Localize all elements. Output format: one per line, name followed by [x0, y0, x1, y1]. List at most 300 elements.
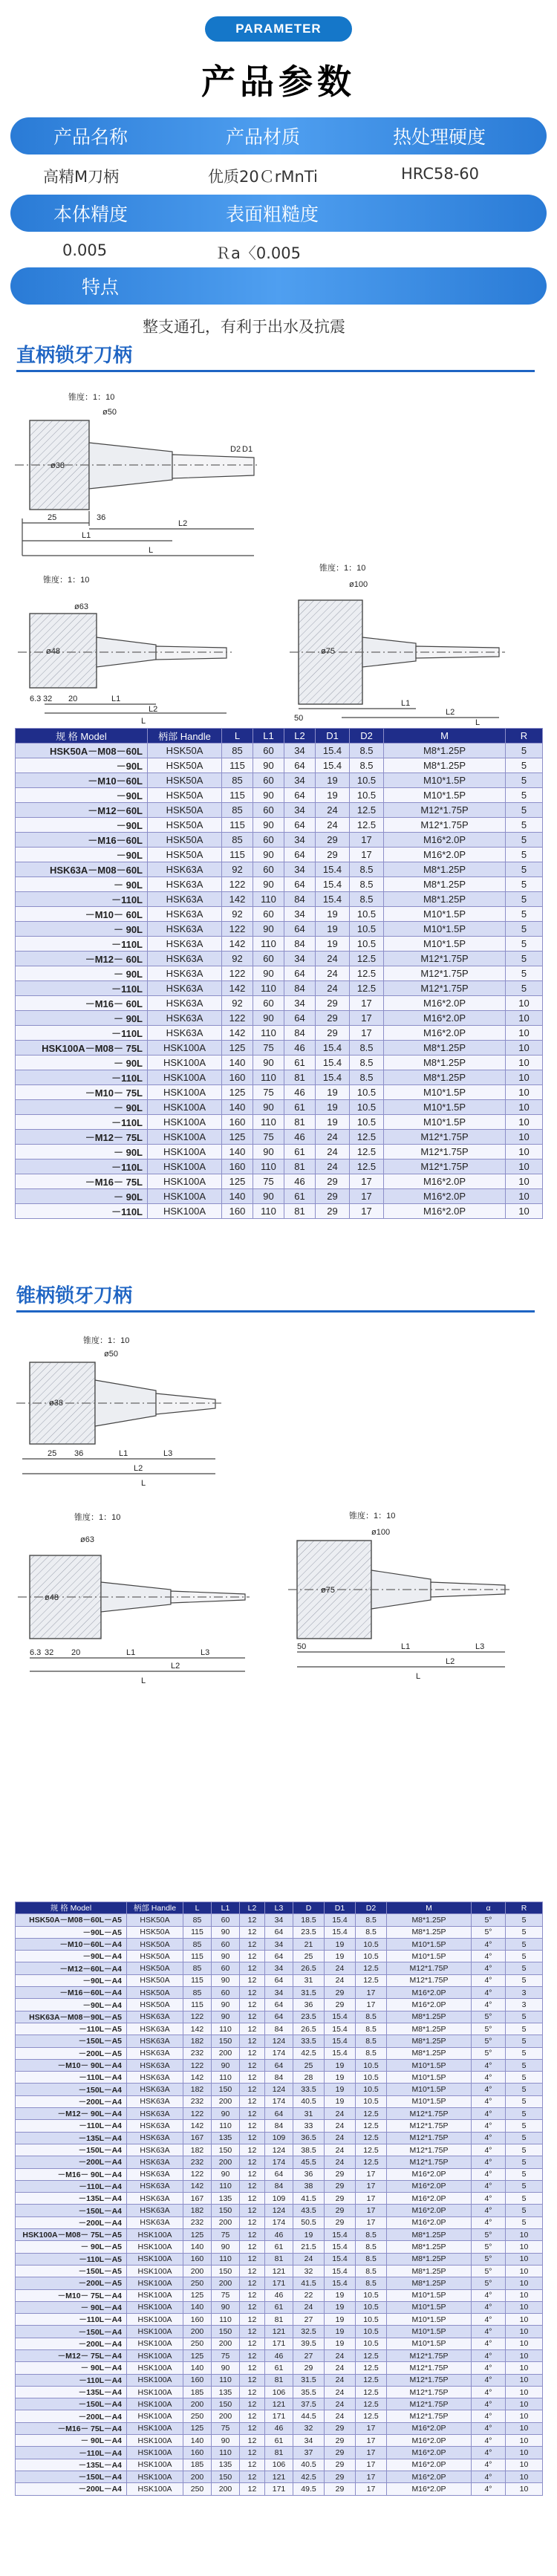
label-material: 产品材质	[226, 126, 301, 148]
table-cell: 46	[284, 1085, 316, 1100]
table-header-row	[16, 729, 543, 744]
table-cell: 115	[222, 848, 253, 862]
table-cell: 171	[265, 2338, 293, 2349]
taper2-label-2: 锥度：1：10	[74, 1513, 121, 1522]
table-cell: 29	[316, 848, 350, 862]
table-row	[16, 862, 543, 877]
taper2-dim-l2-b: L2	[171, 1662, 180, 1671]
table-cell: 121	[265, 2471, 293, 2482]
table-cell: 84	[265, 2072, 293, 2084]
table-cell: 21.5	[293, 2241, 325, 2253]
table-cell: 33.5	[293, 2084, 325, 2095]
table-row	[16, 1115, 543, 1130]
model-cell: HSK100A－M08－ 75L	[16, 1041, 148, 1056]
table-cell: 12.5	[356, 2410, 387, 2422]
table-cell: 15.4	[325, 1926, 356, 1938]
table-cell: 12	[240, 2168, 265, 2180]
table-cell: 39.5	[293, 2338, 325, 2349]
table-cell: HSK100A	[148, 1100, 222, 1115]
table-cell: M8*1.25P	[387, 1926, 472, 1938]
table-row	[16, 744, 543, 758]
table-row	[16, 2374, 543, 2386]
table-cell: 4°	[472, 2180, 506, 2192]
table-cell: 125	[222, 1130, 253, 1145]
table-cell: 12	[240, 2132, 265, 2144]
table-cell: 12	[240, 2047, 265, 2059]
table-cell: M16*2.0P	[387, 2435, 472, 2447]
model-cell: －M16－ 60L	[16, 996, 148, 1011]
table-cell: M8*1.25P	[387, 2011, 472, 2023]
table-cell: 125	[183, 2289, 212, 2301]
table-cell: 12	[240, 2362, 265, 2374]
table-cell: 75	[253, 1174, 284, 1189]
table-header-cell: L	[222, 729, 253, 744]
table-cell: 4°	[472, 2398, 506, 2410]
table-cell: 19	[325, 2289, 356, 2301]
dim-l1: L1	[82, 531, 91, 540]
model-cell: －150L－A4	[16, 2326, 127, 2338]
table-cell: 29	[325, 2459, 356, 2471]
table-cell: 12.5	[356, 2132, 387, 2144]
table-cell: 5	[506, 803, 543, 818]
table-cell: 32	[293, 2265, 325, 2277]
table-cell: HSK63A	[127, 2180, 183, 2192]
model-cell: －M12－60L	[16, 803, 148, 818]
table-cell: HSK63A	[127, 2023, 183, 2035]
model-cell: － 90L	[16, 1189, 148, 1204]
table-cell: M10*1.5P	[387, 2059, 472, 2071]
table-cell: 60	[253, 744, 284, 758]
table-cell: 61	[265, 2301, 293, 2313]
table-cell: 12.5	[350, 803, 384, 818]
table-cell: 3	[506, 1987, 543, 1999]
table-row	[16, 937, 543, 952]
table-cell: 122	[183, 2059, 212, 2071]
table-cell: 29	[316, 996, 350, 1011]
table-cell: 60	[212, 1938, 240, 1950]
taper2-label-1: 锥度：1：10	[83, 1336, 130, 1345]
table-cell: 8.5	[356, 2265, 387, 2277]
table-row	[16, 2314, 543, 2326]
table-header-row	[16, 1902, 543, 1914]
table-cell: 90	[212, 2059, 240, 2071]
table-cell: M10*1.5P	[387, 2084, 472, 2095]
table-cell: 19	[325, 2084, 356, 2095]
table-cell: 29	[316, 833, 350, 848]
table-cell: HSK100A	[127, 2253, 183, 2265]
model-cell: － 90L－A4	[16, 2301, 127, 2313]
table-cell: M10*1.5P	[384, 1115, 506, 1130]
model-cell: －150L－A5	[16, 2035, 127, 2047]
table-cell: 12	[240, 2059, 265, 2071]
table-cell: 34	[284, 952, 316, 966]
table-cell: HSK100A	[127, 2435, 183, 2447]
table-cell: 12.5	[356, 2386, 387, 2398]
table-row	[16, 1085, 543, 1100]
table-header-cell: R	[506, 729, 543, 744]
table-cell: 17	[356, 2180, 387, 2192]
table-cell: 12	[240, 2156, 265, 2168]
table-cell: 90	[253, 758, 284, 773]
table-cell: 8.5	[350, 758, 384, 773]
table-cell: 142	[222, 981, 253, 996]
table-cell: 8.5	[350, 862, 384, 877]
table-cell: 12	[240, 2301, 265, 2313]
table-row	[16, 2301, 543, 2313]
table-cell: 150	[212, 2326, 240, 2338]
table-cell: 8.5	[356, 2253, 387, 2265]
table-cell: HSK50A	[127, 1938, 183, 1950]
table-cell: 115	[183, 1999, 212, 2011]
table-cell: HSK63A	[127, 2084, 183, 2095]
table-row	[16, 1026, 543, 1041]
table-cell: 12	[240, 2108, 265, 2120]
table-cell: 4°	[472, 2374, 506, 2386]
table-cell: 81	[265, 2314, 293, 2326]
table-cell: 8.5	[356, 1914, 387, 1926]
table-cell: 160	[222, 1115, 253, 1130]
table-cell: 115	[183, 1926, 212, 1938]
table-cell: 124	[265, 2205, 293, 2216]
taper2-dim-l1-c: L1	[401, 1642, 411, 1651]
table-cell: 64	[284, 1011, 316, 1026]
table-cell: HSK100A	[148, 1204, 222, 1219]
table-cell: 4°	[472, 2362, 506, 2374]
dim-50: 50	[294, 714, 304, 723]
table-cell: 92	[222, 996, 253, 1011]
table-cell: 121	[265, 2326, 293, 2338]
table-cell: 5	[506, 937, 543, 952]
label-roughness: 表面粗糙度	[226, 204, 319, 225]
dim-25: 25	[48, 513, 57, 522]
table-cell: 24	[325, 2410, 356, 2422]
table-cell: 10.5	[356, 2338, 387, 2349]
table-cell: 140	[222, 1189, 253, 1204]
table-cell: 19	[316, 788, 350, 803]
taper2-dim-l3-c: L3	[475, 1642, 485, 1651]
table-cell: 4°	[472, 2338, 506, 2349]
table-cell: 5	[506, 833, 543, 848]
table-cell: 5	[506, 744, 543, 758]
dim-d38: ø38	[51, 461, 65, 470]
model-cell: －200L－A5	[16, 2277, 127, 2289]
table-cell: M12*1.75P	[384, 966, 506, 981]
table-cell: 60	[253, 862, 284, 877]
table-cell: 24	[325, 2374, 356, 2386]
table-cell: 15.4	[325, 2229, 356, 2241]
table-cell: 8.5	[356, 2229, 387, 2241]
table-cell: 10	[506, 1041, 543, 1056]
table-cell: M16*2.0P	[387, 1987, 472, 1999]
table-cell: 60	[253, 907, 284, 922]
section-divider-2	[16, 1310, 535, 1313]
table-cell: 167	[183, 2132, 212, 2144]
table-cell: 140	[183, 2241, 212, 2253]
table-cell: 90	[212, 1974, 240, 1986]
table-cell: 46	[284, 1174, 316, 1189]
table-header-cell: D	[293, 1902, 325, 1914]
table-row	[16, 1189, 543, 1204]
table-cell: 110	[253, 937, 284, 952]
taper2-dim-l: L	[141, 1479, 146, 1488]
table-cell: 29	[293, 2362, 325, 2374]
table-cell: 15.4	[316, 877, 350, 892]
table-cell: 110	[253, 1115, 284, 1130]
table-cell: M16*2.0P	[384, 1174, 506, 1189]
model-cell: －150L－A4	[16, 2398, 127, 2410]
taper2-dim-d50: ø50	[104, 1350, 118, 1359]
table-row	[16, 1938, 543, 1950]
table-cell: 21	[293, 1938, 325, 1950]
table-cell: 10.5	[350, 1100, 384, 1115]
table-cell: 10.5	[356, 2072, 387, 2084]
table-cell: HSK100A	[148, 1145, 222, 1159]
table-cell: 4°	[472, 2289, 506, 2301]
table-row	[16, 2289, 543, 2301]
table-cell: 17	[356, 1987, 387, 1999]
table-cell: 90	[212, 2011, 240, 2023]
table-cell: 110	[212, 2253, 240, 2265]
table-cell: 135	[212, 2459, 240, 2471]
table-cell: M12*1.75P	[384, 981, 506, 996]
table-cell: 109	[265, 2132, 293, 2144]
drawing-hsk50	[15, 420, 260, 556]
table-cell: 140	[222, 1056, 253, 1070]
table-cell: 34	[284, 996, 316, 1011]
label-precision: 本体精度	[53, 204, 128, 225]
table-cell: HSK50A	[148, 788, 222, 803]
table-cell: 15.4	[316, 1041, 350, 1056]
table-cell: 29	[325, 2180, 356, 2192]
table-cell: 19	[316, 773, 350, 788]
table-row	[16, 2011, 543, 2023]
table-cell: 115	[222, 788, 253, 803]
table-cell: 19	[325, 1951, 356, 1962]
table-cell: M10*1.5P	[384, 907, 506, 922]
table-cell: 34	[265, 1914, 293, 1926]
table-cell: M16*2.0P	[387, 1999, 472, 2011]
table-cell: 90	[253, 877, 284, 892]
table-cell: 5	[506, 2216, 543, 2228]
table-cell: 142	[222, 892, 253, 907]
table-cell: HSK63A	[127, 2108, 183, 2120]
table-cell: 12	[240, 2229, 265, 2241]
taper2-dim-d48: ø48	[45, 1593, 59, 1602]
table-cell: 4°	[472, 2386, 506, 2398]
table-cell: 31	[293, 2108, 325, 2120]
table-header-cell: D1	[316, 729, 350, 744]
table-cell: 12.5	[350, 1145, 384, 1159]
table-cell: 85	[222, 803, 253, 818]
table-row	[16, 1926, 543, 1938]
dim-d1: D1	[242, 445, 253, 454]
table-cell: 90	[212, 2108, 240, 2120]
table-cell: 29	[325, 2193, 356, 2205]
table-cell: 29	[316, 1204, 350, 1219]
dim-d100: ø100	[349, 580, 368, 589]
table-cell: 46	[265, 2229, 293, 2241]
table-cell: HSK100A	[127, 2398, 183, 2410]
model-cell: －M10－60L－A4	[16, 1938, 127, 1950]
table-cell: 84	[265, 2120, 293, 2132]
table-cell: 200	[212, 2338, 240, 2349]
table-row	[16, 2156, 543, 2168]
table-cell: 171	[265, 2277, 293, 2289]
table-cell: 10.5	[356, 1951, 387, 1962]
table-cell: 12	[240, 2072, 265, 2084]
taper2-dim-32: 32	[45, 1648, 54, 1657]
value-material: 优质20ＣrMnTi	[208, 168, 318, 186]
table-cell: 12.5	[356, 2349, 387, 2361]
table-cell: HSK50A	[127, 1974, 183, 1986]
table-header-cell: L1	[253, 729, 284, 744]
table-cell: HSK50A	[148, 818, 222, 833]
table-cell: 12	[240, 1914, 265, 1926]
table-cell: M12*1.75P	[387, 2144, 472, 2156]
table-cell: 25	[293, 2059, 325, 2071]
table-cell: 29	[325, 2471, 356, 2482]
model-cell: －M12－60L－A4	[16, 1962, 127, 1974]
taper-holder-drawings	[0, 1318, 557, 1689]
table-cell: 85	[183, 1938, 212, 1950]
table-cell: HSK100A	[148, 1041, 222, 1056]
table-cell: 24	[325, 2156, 356, 2168]
table-cell: 182	[183, 2205, 212, 2216]
table-cell: 17	[350, 1174, 384, 1189]
table-cell: HSK100A	[127, 2459, 183, 2471]
table-cell: M12*1.75P	[384, 818, 506, 833]
table-cell: 45.5	[293, 2156, 325, 2168]
table-cell: 34	[265, 1987, 293, 1999]
table-cell: 17	[350, 833, 384, 848]
model-cell: －90L	[16, 758, 148, 773]
table-cell: 10.5	[356, 2301, 387, 2313]
model-cell: －90L	[16, 848, 148, 862]
table-cell: 5°	[472, 2265, 506, 2277]
dim-l: L	[149, 546, 154, 555]
table-cell: M10*1.5P	[387, 1951, 472, 1962]
table-cell: 17	[356, 1999, 387, 2011]
table-cell: HSK63A	[127, 2216, 183, 2228]
model-cell: －M12－ 60L	[16, 952, 148, 966]
table-cell: 50.5	[293, 2216, 325, 2228]
table-cell: 5	[506, 2193, 543, 2205]
table-cell: 24	[316, 981, 350, 996]
table-row	[16, 2422, 543, 2434]
model-cell: HSK63A－M08－60L	[16, 862, 148, 877]
table-cell: 5°	[472, 2023, 506, 2035]
table-cell: 171	[265, 2483, 293, 2495]
table-row	[16, 1011, 543, 1026]
table-cell: M12*1.75P	[387, 2120, 472, 2132]
table-cell: 12	[240, 2205, 265, 2216]
table-cell: M12*1.75P	[387, 1974, 472, 1986]
model-cell: －150L－A4	[16, 2205, 127, 2216]
table-row	[16, 2023, 543, 2035]
table-cell: 5°	[472, 2229, 506, 2241]
table-cell: M8*1.25P	[387, 2241, 472, 2253]
table-cell: HSK63A	[148, 922, 222, 937]
model-cell: －M12－ 75L	[16, 1130, 148, 1145]
table-row	[16, 2205, 543, 2216]
table-cell: 17	[356, 2216, 387, 2228]
label-product-name: 产品名称	[53, 126, 128, 148]
table-cell: HSK100A	[148, 1174, 222, 1189]
table-cell: 200	[183, 2265, 212, 2277]
table-cell: 15.4	[325, 2277, 356, 2289]
table-cell: 10.5	[356, 2314, 387, 2326]
table-cell: 28	[293, 2072, 325, 2084]
table-cell: 8.5	[356, 2241, 387, 2253]
table-cell: 12	[240, 2084, 265, 2095]
table-cell: 10	[506, 2326, 543, 2338]
table-cell: 38	[293, 2180, 325, 2192]
table-cell: 75	[212, 2422, 240, 2434]
table-cell: 10.5	[350, 773, 384, 788]
table-cell: 34	[284, 862, 316, 877]
table-cell: 19	[325, 2095, 356, 2107]
table-cell: 10	[506, 1204, 543, 1219]
table-cell: 12	[240, 1987, 265, 1999]
table-cell: 17	[356, 2205, 387, 2216]
table-cell: 110	[253, 1204, 284, 1219]
table-row	[16, 2193, 543, 2205]
table-row	[16, 1987, 543, 1999]
table-cell: 12.5	[350, 818, 384, 833]
table-cell: 232	[183, 2156, 212, 2168]
table-row	[16, 818, 543, 833]
table-cell: 106	[265, 2386, 293, 2398]
table-cell: HSK100A	[127, 2483, 183, 2495]
table-cell: 32.5	[293, 2326, 325, 2338]
table-cell: 150	[212, 2471, 240, 2482]
table-cell: 42.5	[293, 2047, 325, 2059]
model-cell: － 90L	[16, 966, 148, 981]
table-cell: 124	[265, 2035, 293, 2047]
table-row	[16, 833, 543, 848]
table-cell: 24	[325, 1962, 356, 1974]
table-cell: HSK63A	[127, 2011, 183, 2023]
table-cell: 33.5	[293, 2035, 325, 2047]
model-cell: －110L	[16, 1026, 148, 1041]
dim-l2-c: L2	[446, 708, 455, 717]
model-cell: －M10－ 75L	[16, 1085, 148, 1100]
table-cell: M16*2.0P	[387, 2471, 472, 2482]
model-cell: －110L	[16, 981, 148, 996]
table-cell: HSK63A	[127, 2047, 183, 2059]
table-cell: 61	[284, 1100, 316, 1115]
model-cell: －110L－A5	[16, 2253, 127, 2265]
table-cell: 17	[350, 1026, 384, 1041]
table-cell: 5	[506, 2168, 543, 2180]
table-cell: 5	[506, 2180, 543, 2192]
table-cell: M16*2.0P	[387, 2205, 472, 2216]
taper2-dim-d38: ø38	[49, 1399, 63, 1408]
table-cell: M12*1.75P	[387, 2386, 472, 2398]
table-cell: 160	[222, 1159, 253, 1174]
table-cell: 110	[253, 981, 284, 996]
table-cell: 12.5	[350, 981, 384, 996]
table-cell: 4°	[472, 1999, 506, 2011]
table-cell: 81	[265, 2253, 293, 2265]
model-cell: －110L	[16, 1159, 148, 1174]
table-cell: 4°	[472, 2471, 506, 2482]
value-precision: 0.005	[62, 241, 108, 259]
model-cell: －M16－60L－A4	[16, 1987, 127, 1999]
page-title: 产品参数	[201, 62, 356, 102]
table-cell: 8.5	[356, 2047, 387, 2059]
table-cell: 36	[293, 2168, 325, 2180]
